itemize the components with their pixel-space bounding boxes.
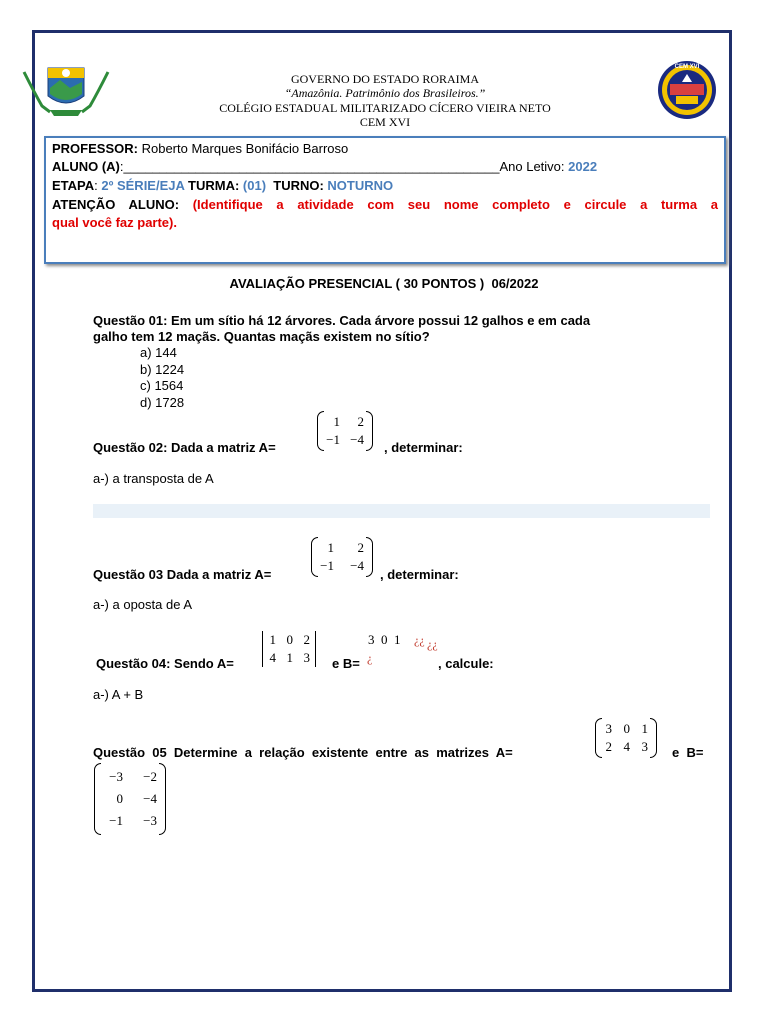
q1-option-c: c) 1564 xyxy=(140,378,184,393)
attention-line-1 xyxy=(52,196,718,213)
turno-label: TURNO: xyxy=(266,178,328,193)
q2-item-a: a-) a transposta de A xyxy=(93,471,214,486)
matrix-cell: −2 xyxy=(143,769,157,784)
q3-item-a: a-) a oposta de A xyxy=(93,597,193,612)
turno-value: NOTURNO xyxy=(327,178,394,193)
atencao-label: ATENÇÃO ALUNO: xyxy=(52,197,193,212)
header-school: COLÉGIO ESTADUAL MILITARIZADO CÍCERO VIEIRA NETO xyxy=(219,101,551,115)
q4-mid: e B= xyxy=(332,656,360,671)
turma-label: TURMA: xyxy=(184,178,243,193)
q4-broken-chars-1: ¿¿ xyxy=(414,633,425,647)
q3-suffix: , determinar: xyxy=(380,567,459,582)
ano-value: 2022 xyxy=(568,159,598,174)
q3-matrix xyxy=(320,540,364,574)
q1-line-1: Questão 01: Em um sítio há 12 árvores. Cada árvore possui 12 galhos e em cada xyxy=(93,313,591,328)
matrix-cell: 0 xyxy=(286,632,293,647)
q1-option-d: d) 1728 xyxy=(140,394,185,410)
matrix-cell: −4 xyxy=(143,791,157,806)
matrix-cell: 1 xyxy=(641,721,648,736)
etapa-label: ETAPA xyxy=(52,178,95,193)
q3-prefix: Questão 03 Dada a matriz A= xyxy=(93,567,272,582)
atencao-text-2: qual você faz parte). xyxy=(52,215,177,230)
q2-matrix xyxy=(326,414,364,448)
q5-mid: e B= xyxy=(672,745,704,760)
ano-label: Ano Letivo: xyxy=(499,159,569,174)
matrix-cell: 0 xyxy=(623,721,630,736)
q4-matrix-a xyxy=(268,632,310,666)
roraima-coat-of-arms-icon xyxy=(20,62,112,118)
matrix-cell: −4 xyxy=(350,432,364,447)
etapa-value: 2º SÉRIE/EJA xyxy=(101,178,185,193)
q1-option-a: a) 144 xyxy=(140,345,177,360)
matrix-cell: 0 xyxy=(116,791,123,806)
q4-prefix: Questão 04: Sendo A= xyxy=(96,656,234,671)
atencao-text-1: (Identifique a atividade com seu nome completo e circule a turma a xyxy=(192,197,718,212)
matrix-cell: −1 xyxy=(320,558,334,573)
matrix-cell: 2 xyxy=(357,540,364,555)
matrix-cell: 2 xyxy=(605,739,612,754)
matrix-cell: −3 xyxy=(109,769,123,784)
matrix-cell: 1 xyxy=(327,540,334,555)
student-line xyxy=(52,158,597,175)
shaded-answer-area xyxy=(93,504,710,518)
q4-broken-chars-3: ¿ xyxy=(367,651,373,665)
matrix-cell: 4 xyxy=(623,739,630,754)
matrix-cell: 3 xyxy=(605,721,612,736)
q1-line-2: galho tem 12 maçãs. Quantas maçãs existem no sítio? xyxy=(93,329,430,344)
q4-broken-chars-2: ¿¿ xyxy=(427,637,438,651)
q4-suffix: , calcule: xyxy=(438,656,494,671)
q5-matrix-b xyxy=(103,766,157,832)
matrix-cell: 1 xyxy=(333,414,340,429)
matrix-cell: 1 xyxy=(286,650,293,665)
professor-line xyxy=(52,140,348,157)
matrix-cell: 4 xyxy=(269,650,276,665)
professor-label: PROFESSOR: xyxy=(52,141,138,156)
q5-prefix: Questão 05 Determine a relação existente entre as matrizes A= xyxy=(93,745,513,760)
header-government: GOVERNO DO ESTADO RORAIMA xyxy=(290,72,480,86)
q5-matrix-a xyxy=(604,721,648,755)
turma-value: (01) xyxy=(242,178,267,193)
etapa-line xyxy=(52,177,393,194)
aluno-label: ALUNO (A) xyxy=(52,159,120,174)
matrix-cell: 3 xyxy=(641,739,648,754)
matrix-cell: 2 xyxy=(303,632,310,647)
matrix-cell: −4 xyxy=(350,558,364,573)
matrix-cell: −1 xyxy=(326,432,340,447)
q4-matrix-b-text: 3 0 1 xyxy=(368,632,401,647)
q2-prefix: Questão 02: Dada a matriz A= xyxy=(93,440,276,455)
aluno-blank[interactable]: :____________________________________________________ xyxy=(119,159,500,174)
professor-name: Roberto Marques Bonifácio Barroso xyxy=(141,141,349,156)
exam-title: AVALIAÇÃO PRESENCIAL ( 30 PONTOS ) 06/2022 xyxy=(229,276,539,291)
matrix-cell: 1 xyxy=(269,632,276,647)
matrix-cell: 2 xyxy=(357,414,364,429)
seal-text: CEM XVI xyxy=(674,64,700,70)
matrix-cell: −1 xyxy=(109,813,123,828)
q1-option-b: b) 1224 xyxy=(140,361,185,377)
q2-suffix: , determinar: xyxy=(384,440,463,455)
q4-item-a: a-) A + B xyxy=(93,687,144,702)
header-cem: CEM XVI xyxy=(359,115,411,129)
header-motto: “Amazônia. Patrimônio dos Brasileiros.” xyxy=(284,86,486,100)
matrix-cell: 3 xyxy=(303,650,310,665)
matrix-cell: −3 xyxy=(143,813,157,828)
etapa-colon: : xyxy=(94,178,102,193)
